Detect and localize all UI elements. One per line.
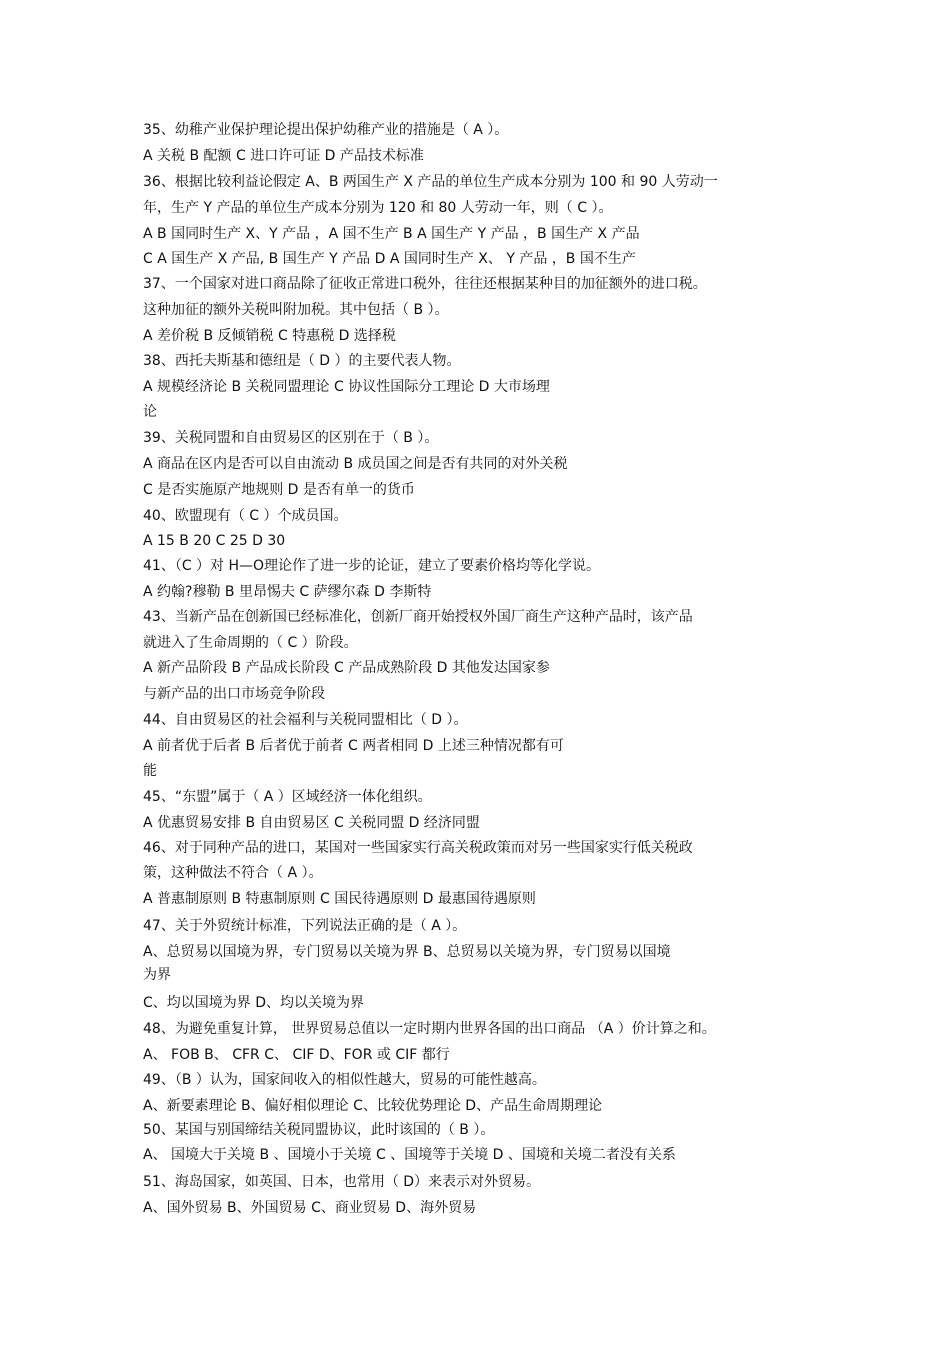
line-44-options-cont: 能	[143, 763, 157, 779]
line-41-options: A 约翰?穆勒 B 里昂惕夫 C 萨缪尔森 D 李斯特	[143, 584, 432, 600]
line-43-question-cont: 就进入了生命周期的（ C ）阶段。	[143, 635, 358, 651]
line-36-options-cd: C A 国生产 X 产品, B 国生产 Y 产品 D A 国同时生产 X、 Y 产品 ，B 国不生产	[143, 251, 636, 267]
line-49-options: A、新要素理论 B、偏好相似理论 C、比较优势理论 D、产品生命周期理论	[143, 1098, 603, 1114]
line-39-question: 39、关税同盟和自由贸易区的区别在于（ B ）。	[143, 430, 439, 446]
line-49-question: 49、（B ）认为，国家间收入的相似性越大，贸易的可能性越高。	[143, 1072, 546, 1088]
line-51-options: A、国外贸易 B、外国贸易 C、商业贸易 D、海外贸易	[143, 1200, 477, 1216]
line-46-options: A 普惠制原则 B 特惠制原则 C 国民待遇原则 D 最惠国待遇原则	[143, 891, 536, 907]
line-38-options: A 规模经济论 B 关税同盟理论 C 协议性国际分工理论 D 大市场理	[143, 379, 550, 395]
line-51-question: 51、海岛国家，如英国、日本，也常用（ D）来表示对外贸易。	[143, 1174, 541, 1190]
line-48-options: A、 FOB B、 CFR C、 CIF D、FOR 或 CIF 都行	[143, 1047, 450, 1063]
line-36-question-cont: 年，生产 Y 产品的单位生产成本分别为 120 和 80 人劳动一年，则（ C ）。	[143, 200, 613, 216]
line-43-question: 43、当新产品在创新国已经标准化，创新厂商开始授权外国厂商生产这种产品时，该产品	[143, 609, 693, 625]
line-50-question: 50、某国与别国缔结关税同盟协议，此时该国的（ B ）。	[143, 1122, 495, 1138]
line-38-question: 38、西托夫斯基和德纽是（ D ）的主要代表人物。	[143, 353, 461, 369]
line-36-question: 36、根据比较利益论假定 A、B 两国生产 X 产品的单位生产成本分别为 100 和 90 人劳动一	[143, 174, 718, 190]
line-46-question-cont: 策，这种做法不符合（ A ）。	[143, 865, 323, 881]
line-37-question-cont: 这种加征的额外关税叫附加税。其中包括（ B ）。	[143, 302, 449, 318]
line-43-options-cont: 与新产品的出口市场竞争阶段	[143, 686, 325, 702]
line-43-options: A 新产品阶段 B 产品成长阶段 C 产品成熟阶段 D 其他发达国家参	[143, 660, 550, 676]
line-37-question: 37、一个国家对进口商品除了征收正常进口税外，往往还根据某种目的加征额外的进口税。	[143, 276, 707, 292]
line-38-options-cont: 论	[143, 404, 157, 420]
line-40-question: 40、欧盟现有（ C ）个成员国。	[143, 508, 348, 524]
line-36-options-ab: A B 国同时生产 X、Y 产品 ，A 国不生产 B A 国生产 Y 产品 ，B 国生产 X 产品	[143, 226, 640, 242]
line-46-question: 46、对于同种产品的进口，某国对一些国家实行高关税政策而对另一些国家实行低关税政	[143, 840, 693, 856]
line-41-question: 41、（C ）对 H—O理论作了进一步的论证，建立了要素价格均等化学说。	[143, 558, 601, 574]
line-39-options-ab: A 商品在区内是否可以自由流动 B 成员国之间是否有共同的对外关税	[143, 456, 568, 472]
line-44-question: 44、自由贸易区的社会福利与关税同盟相比（ D ）。	[143, 712, 468, 728]
line-45-question: 45、“东盟”属于（ A ）区域经济一体化组织。	[143, 789, 432, 805]
line-50-options: A、 国境大于关境 B 、国境小于关境 C 、国境等于关境 D 、国境和关境二者没有关系	[143, 1147, 676, 1163]
line-35-options: A 关税 B 配额 C 进口许可证 D 产品技术标准	[143, 148, 424, 164]
line-47-options-ab: A、总贸易以国境为界，专门贸易以关境为界 B、总贸易以关境为界，专门贸易以国境	[143, 944, 671, 960]
line-44-options: A 前者优于后者 B 后者优于前者 C 两者相同 D 上述三种情况都有可	[143, 738, 564, 754]
line-47-options-cd: C、均以国境为界 D、均以关境为界	[143, 995, 365, 1011]
line-47-question: 47、关于外贸统计标准，下列说法正确的是（ A ）。	[143, 918, 467, 934]
line-39-options-cd: C 是否实施原产地规则 D 是否有单一的货币	[143, 482, 415, 498]
line-48-question: 48、为避免重复计算， 世界贸易总值以一定时期内世界各国的出口商品 （A ）价计算之和。	[143, 1021, 716, 1037]
line-35-question: 35、幼稚产业保护理论提出保护幼稚产业的措施是（ A ）。	[143, 122, 509, 138]
line-40-options: A 15 B 20 C 25 D 30	[143, 533, 286, 549]
line-37-options: A 差价税 B 反倾销税 C 特惠税 D 选择税	[143, 328, 396, 344]
line-47-options-ab-cont: 为界	[143, 967, 171, 983]
line-45-options: A 优惠贸易安排 B 自由贸易区 C 关税同盟 D 经济同盟	[143, 815, 480, 831]
